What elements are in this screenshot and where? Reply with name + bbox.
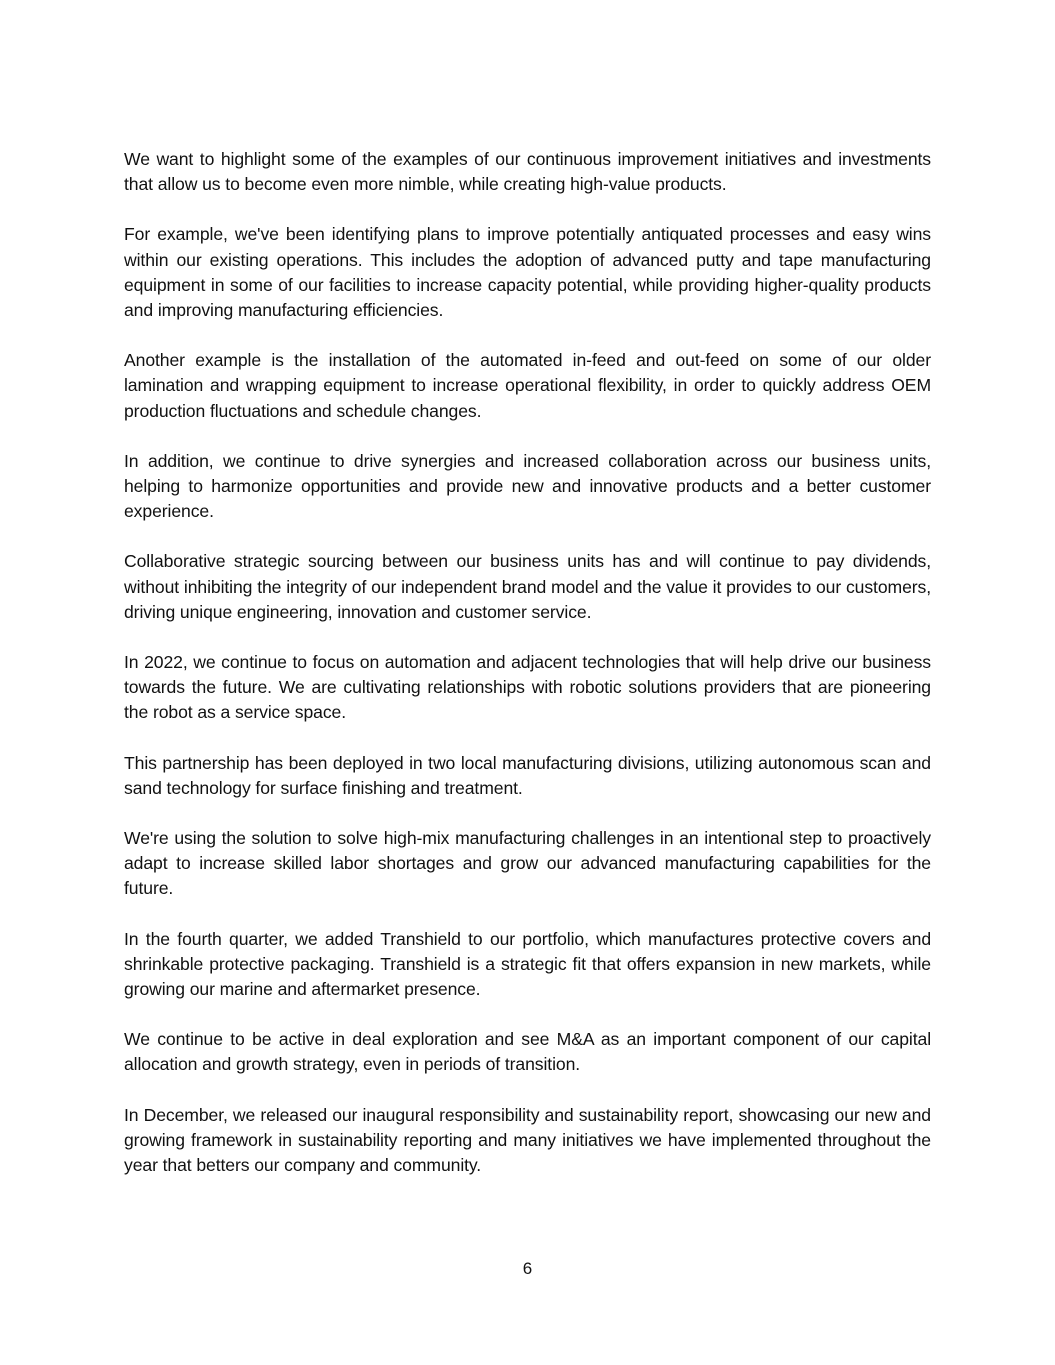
paragraph-automated-feed: Another example is the installation of the automated in-feed and out-feed on some of our older lamination and wrapping equipment to increase operational flexibility, in order to quickly address OEM production fluctuations and schedule changes. xyxy=(124,350,931,421)
paragraph-strategic-sourcing: Collaborative strategic sourcing between our business units has and will continue to pay dividends, without inhibiting the integrity of our independent brand model and the value it provides to our customers, driving unique engineering, innovation and customer service. xyxy=(124,551,931,622)
paragraph-deal-exploration: We continue to be active in deal exploration and see M&A as an important component of our capital allocation and growth strategy, even in periods of transition. xyxy=(124,1029,931,1075)
paragraph-sustainability-report: In December, we released our inaugural responsibility and sustainability report, showcasing our new and growing framework in sustainability reporting and many initiatives we have implemented throughout the year that betters our company and community. xyxy=(124,1104,931,1176)
paragraph-antiquated-processes: For example, we've been identifying plans to improve potentially antiquated processes and easy wins within our existing operations. This includes the adoption of advanced putty and tape manufacturing equipment in some of our facilities to increase capacity potential, while providing higher-quality products and improving manufacturing efficiencies. xyxy=(124,224,931,321)
paragraph-automation-2022: In 2022, we continue to focus on automation and adjacent technologies that will help drive our business towards the future. We are cultivating relationships with robotic solutions providers that are pioneering the robot as a service space. xyxy=(124,652,931,723)
paragraph-partnership: This partnership has been deployed in two local manufacturing divisions, utilizing autonomous scan and sand technology for surface finishing and treatment. xyxy=(124,752,931,798)
paragraph-transhield: In the fourth quarter, we added Transhield to our portfolio, which manufactures protective covers and shrinkable protective packaging. Transhield is a strategic fit that offers expansion in new markets, while growing our marine and aftermarket presence. xyxy=(124,928,931,1000)
paragraph-high-mix-solution: We're using the solution to solve high-mix manufacturing challenges in an intentional step to proactively adapt to increase skilled labor shortages and grow our advanced manufacturing capabilities for the future. xyxy=(124,828,931,899)
page-number: 6 xyxy=(522,1259,533,1278)
document-body xyxy=(124,147,931,1203)
paragraph-improvement-initiatives: We want to highlight some of the examples of our continuous improvement initiatives and investments that allow us to become even more nimble, while creating high-value products. xyxy=(124,149,931,195)
paragraph-synergies: In addition, we continue to drive synergies and increased collaboration across our business units, helping to harmonize opportunities and provide new and innovative products and a better customer experience. xyxy=(124,450,931,522)
